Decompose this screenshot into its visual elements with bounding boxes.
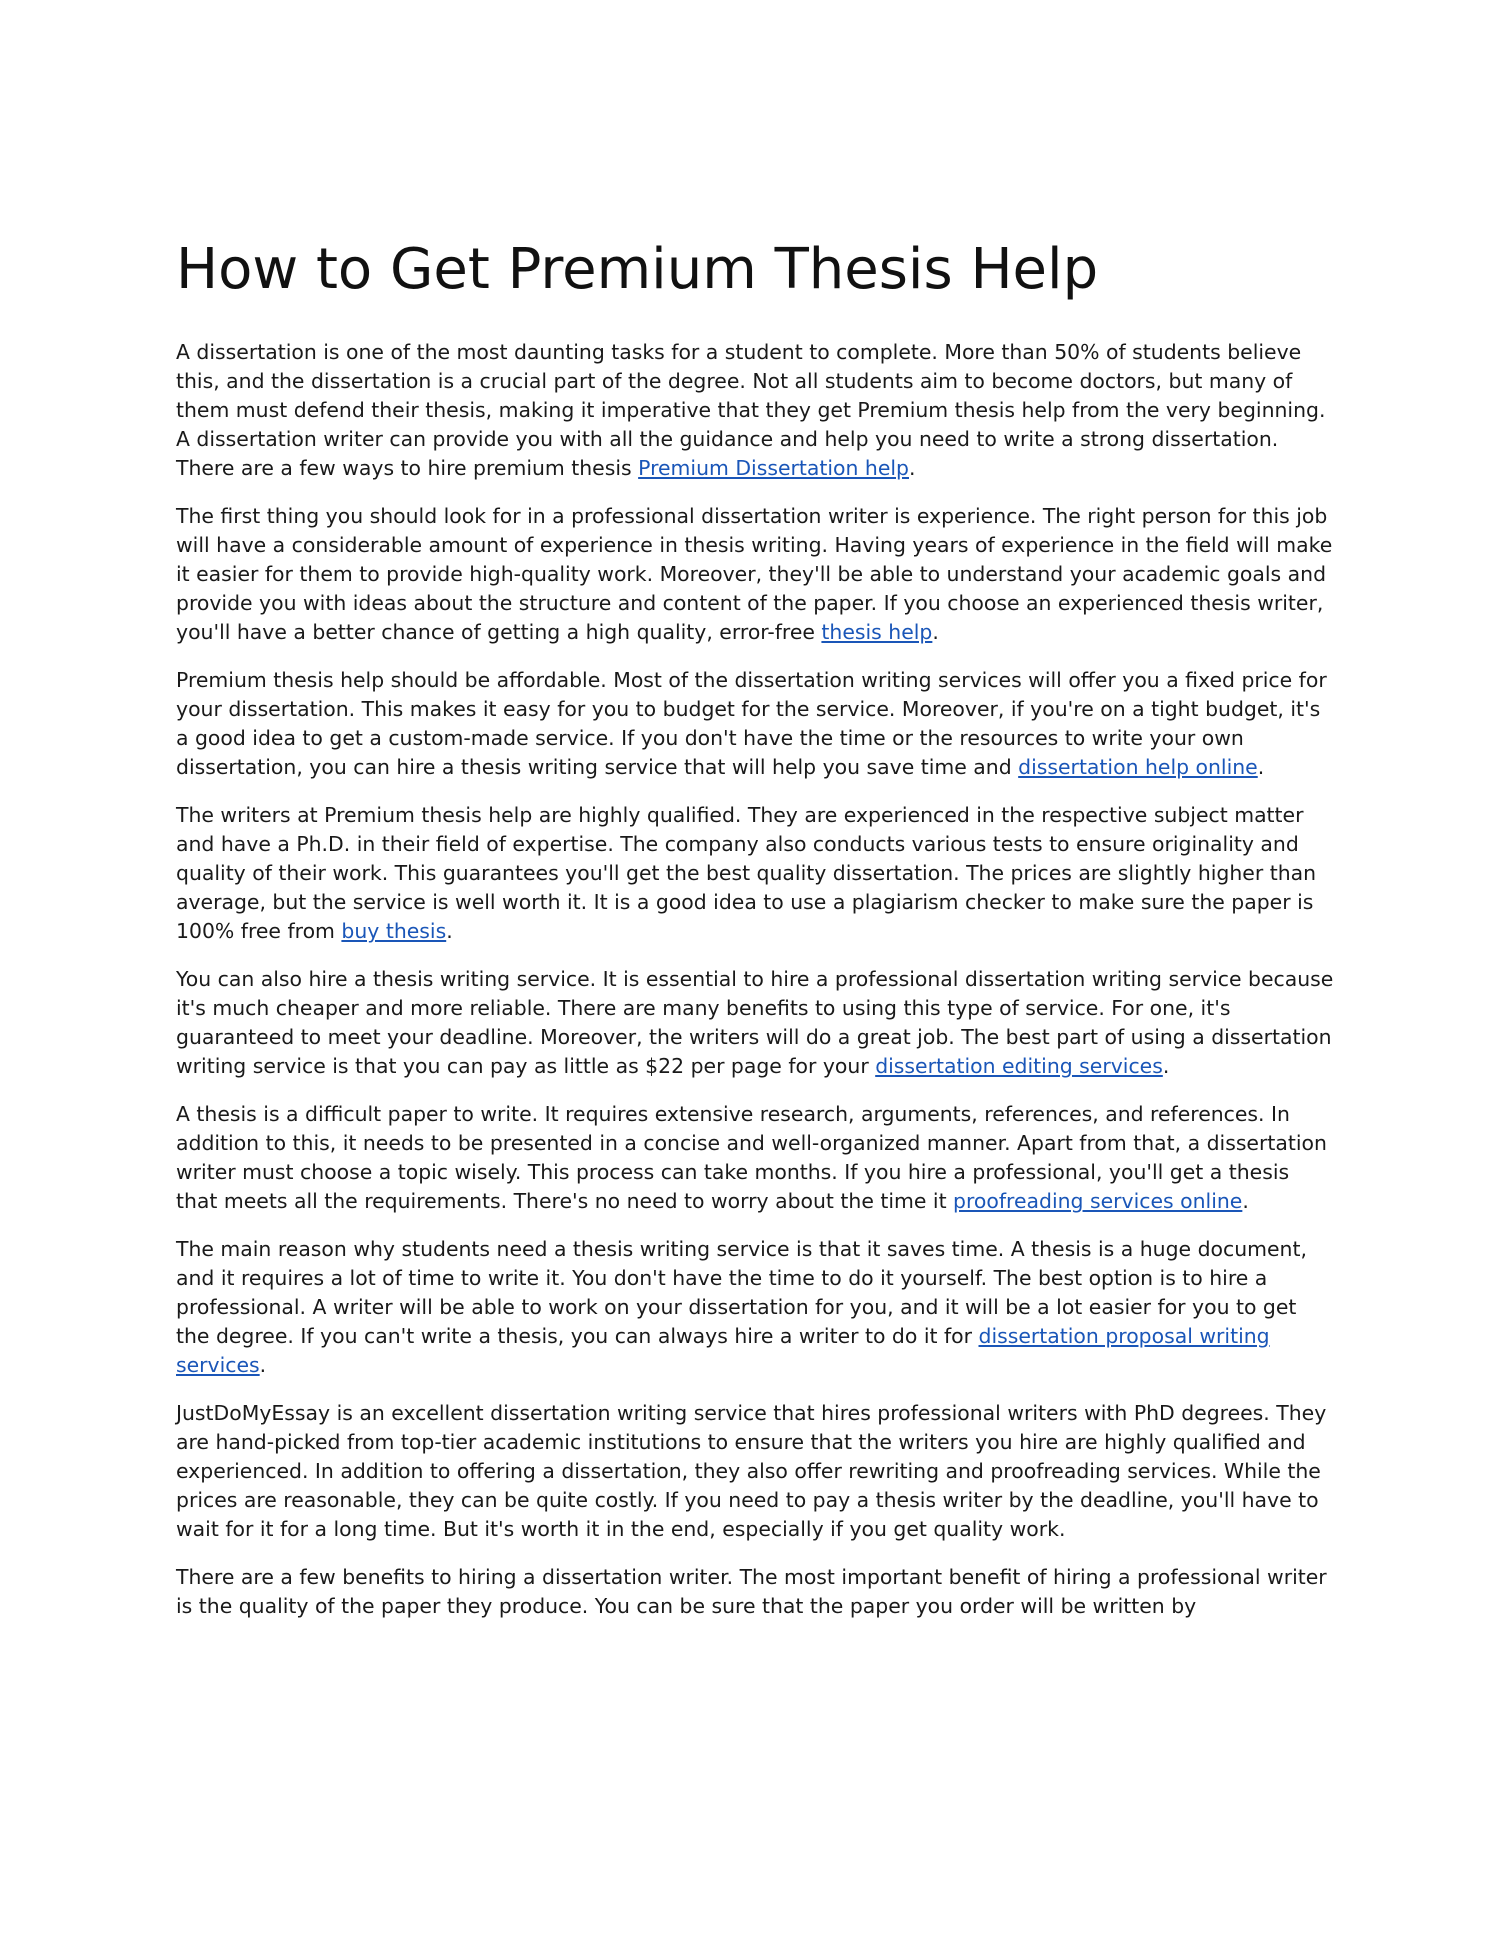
link-dissertation-editing-services[interactable]: dissertation editing services <box>875 1054 1163 1078</box>
paragraph <box>176 502 1336 647</box>
paragraph-text: Premium thesis help should be affordable. Most of the dissertation writing services will offer you a fixed price for your dissertation. This makes it easy for you to budget for the service. Moreover, if you're on a tight budget, it's a good idea to get a custom-made service. If you don't have the time or the resources to write your own dissertation, you can hire a thesis writing service that will help you save time and <box>176 668 1327 779</box>
link-premium-dissertation-help[interactable]: Premium Dissertation help <box>638 456 909 480</box>
paragraph <box>176 801 1336 946</box>
link-dissertation-help-online[interactable]: dissertation help online <box>1018 755 1258 779</box>
paragraph-tail: . <box>446 919 453 943</box>
link-thesis-help[interactable]: thesis help <box>821 620 933 644</box>
paragraph-tail: . <box>1162 1054 1170 1078</box>
link-buy-thesis[interactable]: buy thesis <box>341 919 447 943</box>
paragraph <box>176 1399 1336 1544</box>
paragraph <box>176 1235 1336 1380</box>
paragraph-text: A thesis is a difficult paper to write. It requires extensive research, arguments, references, and references. In addition to this, it needs to be presented in a concise and well-organized manner. Apart from that, a dissertation writer must choose a topic wisely. This process can take months. If you hire a professional, you'll get a thesis that meets all the requirements. There's no need to worry about the time it <box>176 1102 1327 1213</box>
paragraph-tail: . <box>932 620 939 644</box>
paragraph-text: You can also hire a thesis writing service. It is essential to hire a professional dissertation writing service because it's much cheaper and more reliable. There are many benefits to using this type of service. For one, it's guaranteed to meet your deadline. Moreover, the writers will do a great job. The best part of using a dissertation writing service is that you can pay as little as $22 per page for your <box>176 967 1334 1078</box>
paragraph-tail: . <box>259 1353 267 1377</box>
page-title: How to Get Premium Thesis Help <box>176 237 1099 302</box>
link-dissertation-proposal-writing-services[interactable]: dissertation proposal writing services <box>176 1324 1270 1377</box>
paragraph-text: JustDoMyEssay is an excellent dissertation writing service that hires professional writers with PhD degrees. They are hand-picked from top-tier academic institutions to ensure that the writers you hire are highly qualified and experienced. In addition to offering a dissertation, they also offer rewriting and proofreading services. While the prices are reasonable, they can be quite costly. If you need to pay a thesis writer by the deadline, you'll have to wait for it for a long time. But it's worth it in the end, especially if you get quality work. <box>176 1401 1327 1541</box>
paragraph-tail: . <box>1257 755 1265 779</box>
paragraph <box>176 1100 1336 1216</box>
paragraph <box>176 666 1336 782</box>
paragraph-text: There are a few benefits to hiring a dissertation writer. The most important benefit of hiring a professional writer is the quality of the paper they produce. You can be sure that the paper you order will be written by <box>176 1565 1327 1618</box>
paragraph-text: The writers at Premium thesis help are highly qualified. They are experienced in the respective subject matter and have a Ph.D. in their field of expertise. The company also conducts various tests to ensure originality and quality of their work. This guarantees you'll get the best quality dissertation. The prices are slightly higher than average, but the service is well worth it. It is a good idea to use a plagiarism checker to make sure the paper is 100% free from <box>176 803 1317 943</box>
paragraph <box>176 338 1336 483</box>
paragraph <box>176 1563 1336 1621</box>
document-body <box>176 232 1336 1640</box>
paragraph-text: A dissertation is one of the most daunting tasks for a student to complete. More than 50% of students believe this, and the dissertation is a crucial part of the degree. Not all students aim to become doctors, but many of them must defend their thesis, making it imperative that they get Premium thesis help from the very beginning. A dissertation writer can provide you with all the guidance and help you need to write a strong dissertation. There are a few ways to hire premium thesis <box>176 340 1326 480</box>
paragraph <box>176 965 1336 1081</box>
paragraph-text: The main reason why students need a thesis writing service is that it saves time. A thesis is a huge document, and it requires a lot of time to write it. You don't have the time to do it yourself. The best option is to hire a professional. A writer will be able to work on your dissertation for you, and it will be a lot easier for you to get the degree. If you can't write a thesis, you can always hire a writer to do it for <box>176 1237 1307 1348</box>
paragraph-tail: . <box>909 456 916 480</box>
paragraph-text: The first thing you should look for in a professional dissertation writer is experience. The right person for this job will have a considerable amount of experience in thesis writing. Having years of experience in the field will make it easier for them to provide high-quality work. Moreover, they'll be able to understand your academic goals and provide you with ideas about the structure and content of the paper. If you choose an experienced thesis writer, you'll have a better chance of getting a high quality, error-free <box>176 504 1333 644</box>
paragraph-tail: . <box>1242 1189 1249 1213</box>
link-proofreading-services-online[interactable]: proofreading services online <box>953 1189 1243 1213</box>
